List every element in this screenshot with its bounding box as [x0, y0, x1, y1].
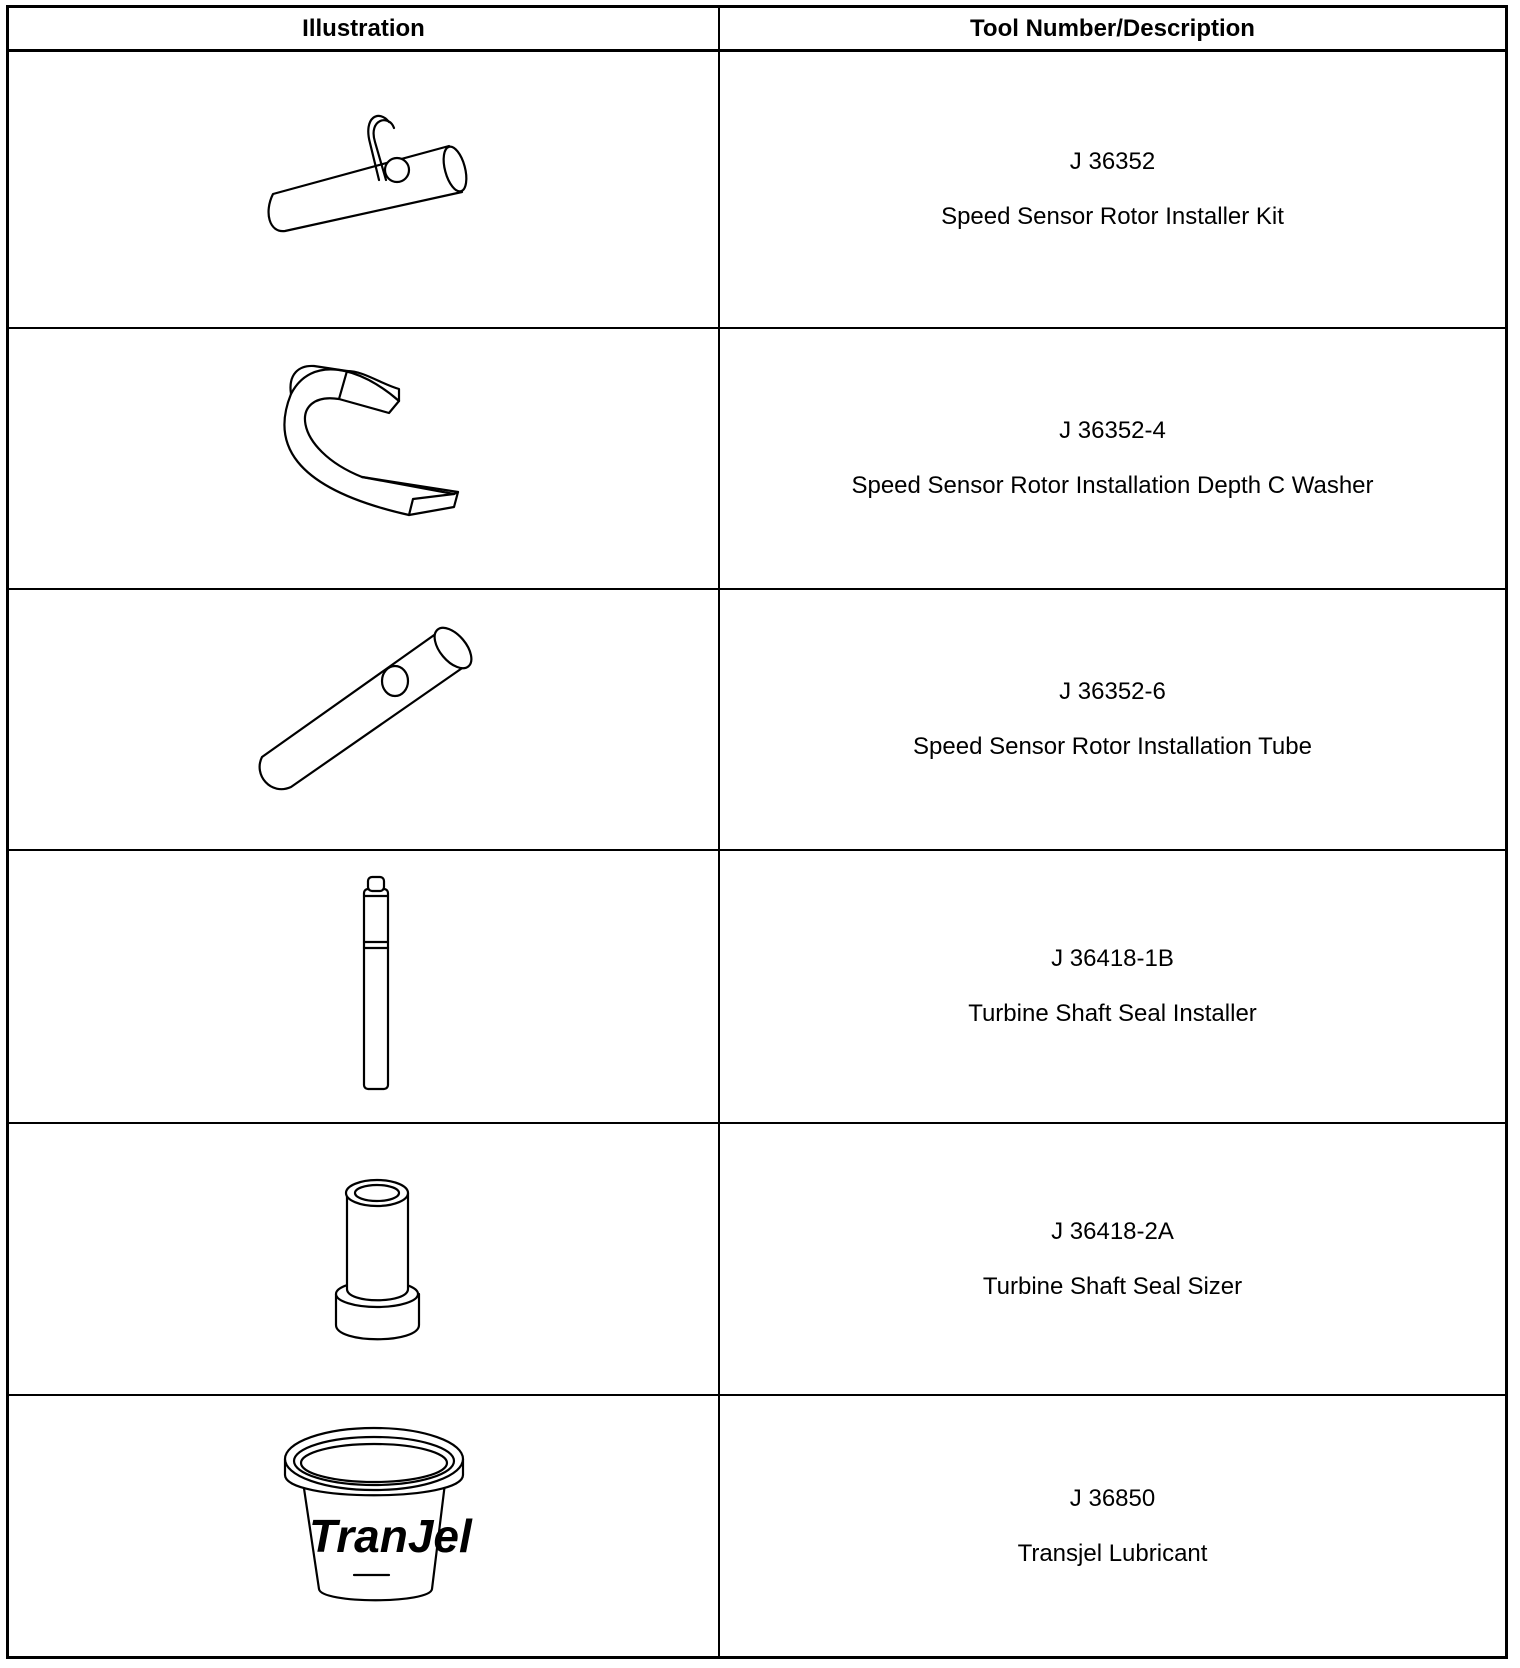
tub-label: TranJel	[309, 1510, 472, 1562]
installation-tube-icon	[9, 590, 718, 849]
description-cell	[720, 1396, 1505, 1656]
seal-installer-icon	[9, 851, 718, 1122]
transjel-tub-icon	[9, 1396, 718, 1656]
illustration-cell	[9, 329, 720, 590]
tool-number: J 36418-2A	[1051, 1217, 1174, 1245]
tool-description: Speed Sensor Rotor Installation Tube	[913, 733, 1312, 760]
description-cell	[720, 52, 1505, 329]
tool-number: J 36850	[1069, 1484, 1156, 1512]
header-tool-number-description: Tool Number/Description	[720, 8, 1505, 52]
seal-sizer-icon	[9, 1124, 718, 1394]
c-washer-icon	[9, 329, 718, 588]
illustration-cell	[9, 52, 720, 329]
tool-number: J 36352	[1069, 148, 1156, 175]
tool-number: J 36418-1B	[1051, 945, 1174, 972]
tool-description: Turbine Shaft Seal Sizer	[982, 1272, 1243, 1300]
header-illustration: Illustration	[9, 8, 720, 52]
description-cell	[720, 851, 1505, 1124]
illustration-cell	[9, 851, 720, 1124]
installer-kit-icon	[9, 52, 718, 327]
tool-number: J 36352-6	[1059, 678, 1166, 705]
description-cell	[720, 1124, 1505, 1396]
tool-number: J 36352-4	[1059, 417, 1166, 444]
tool-description: Speed Sensor Rotor Installer Kit	[941, 203, 1284, 230]
tool-description: Transjel Lubricant	[1017, 1539, 1208, 1567]
description-cell	[720, 590, 1505, 851]
illustration-cell	[9, 1396, 720, 1656]
special-tools-table	[6, 5, 1508, 1659]
tool-description: Speed Sensor Rotor Installation Depth C Washer	[851, 472, 1374, 499]
illustration-cell	[9, 1124, 720, 1396]
illustration-cell	[9, 590, 720, 851]
tool-description: Turbine Shaft Seal Installer	[968, 1000, 1257, 1027]
description-cell	[720, 329, 1505, 590]
